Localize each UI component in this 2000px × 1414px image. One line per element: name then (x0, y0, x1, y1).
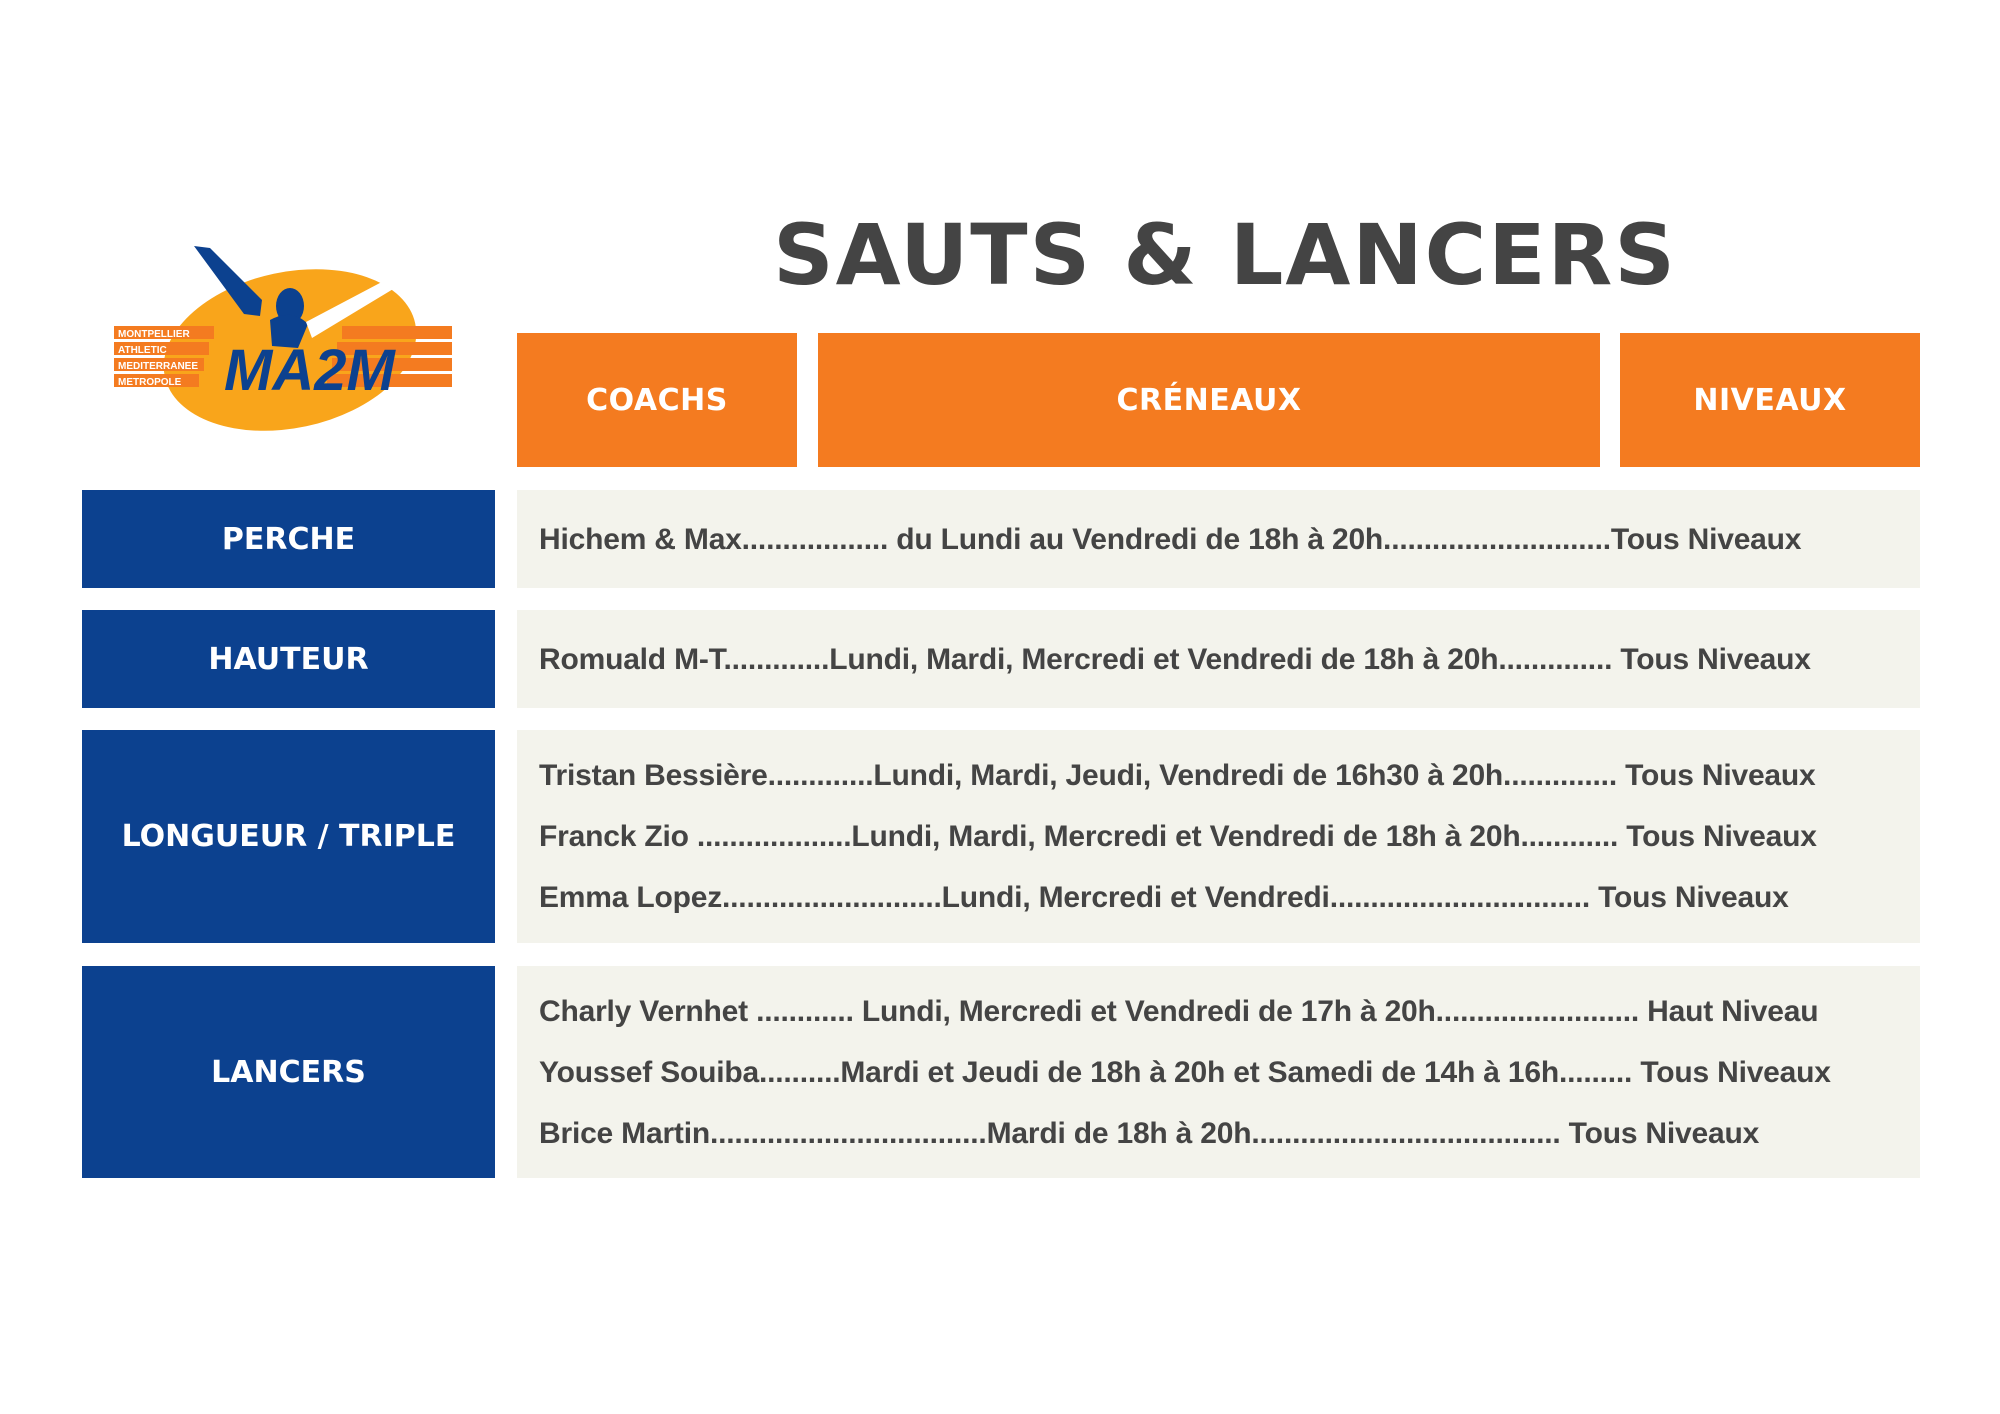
schedule-row-lancers (517, 966, 1920, 1178)
schedule-entry: Tristan Bessière.............Lundi, Mardi, Jeudi, Vendredi de 16h30 à 20h.............. Tous Niveaux (539, 759, 1816, 792)
schedule-row-perche (517, 490, 1920, 588)
schedule-entry: Charly Vernhet ............ Lundi, Mercredi et Vendredi de 17h à 20h......................... Haut Niveau (539, 994, 1819, 1028)
header-creneaux: CRÉNEAUX (818, 333, 1600, 467)
page-title: SAUTS & LANCERS (773, 206, 1677, 304)
schedule-row-longueur-triple (517, 730, 1920, 943)
svg-text:MEDITERRANEE: MEDITERRANEE (118, 361, 199, 372)
svg-text:ATHLETIC: ATHLETIC (118, 345, 167, 356)
discipline-label-hauteur: HAUTEUR (82, 610, 495, 708)
club-logo (112, 238, 457, 433)
schedule-row-hauteur (517, 610, 1920, 708)
header-coachs: COACHS (517, 333, 797, 467)
logo-mark: MA2M (224, 338, 395, 403)
svg-text:MONTPELLIER: MONTPELLIER (118, 329, 190, 340)
discipline-label-lancers: LANCERS (82, 966, 495, 1178)
ma2m-logo-icon (112, 238, 457, 433)
svg-text:METROPOLE: METROPOLE (118, 377, 182, 388)
discipline-label-longueur-triple: LONGUEUR / TRIPLE (82, 730, 495, 943)
discipline-label-perche: PERCHE (82, 490, 495, 588)
schedule-entry: Hichem & Max.................. du Lundi au Vendredi de 18h à 20h............................Tous Niveaux (539, 522, 1802, 556)
schedule-entry: Youssef Souiba..........Mardi et Jeudi de 18h à 20h et Samedi de 14h à 16h......... Tous Niveaux (539, 1055, 1831, 1089)
schedule-entry: Brice Martin..................................Mardi de 18h à 20h...................................... Tous Niveaux (539, 1116, 1760, 1150)
schedule-entry: Emma Lopez...........................Lundi, Mercredi et Vendredi................................ Tous Niveaux (539, 881, 1789, 914)
header-niveaux: NIVEAUX (1620, 333, 1920, 467)
schedule-entry: Romuald M-T.............Lundi, Mardi, Mercredi et Vendredi de 18h à 20h.............. Tous Niveaux (539, 642, 1811, 676)
schedule-entry: Franck Zio ...................Lundi, Mardi, Mercredi et Vendredi de 18h à 20h............ Tous Niveaux (539, 820, 1817, 853)
